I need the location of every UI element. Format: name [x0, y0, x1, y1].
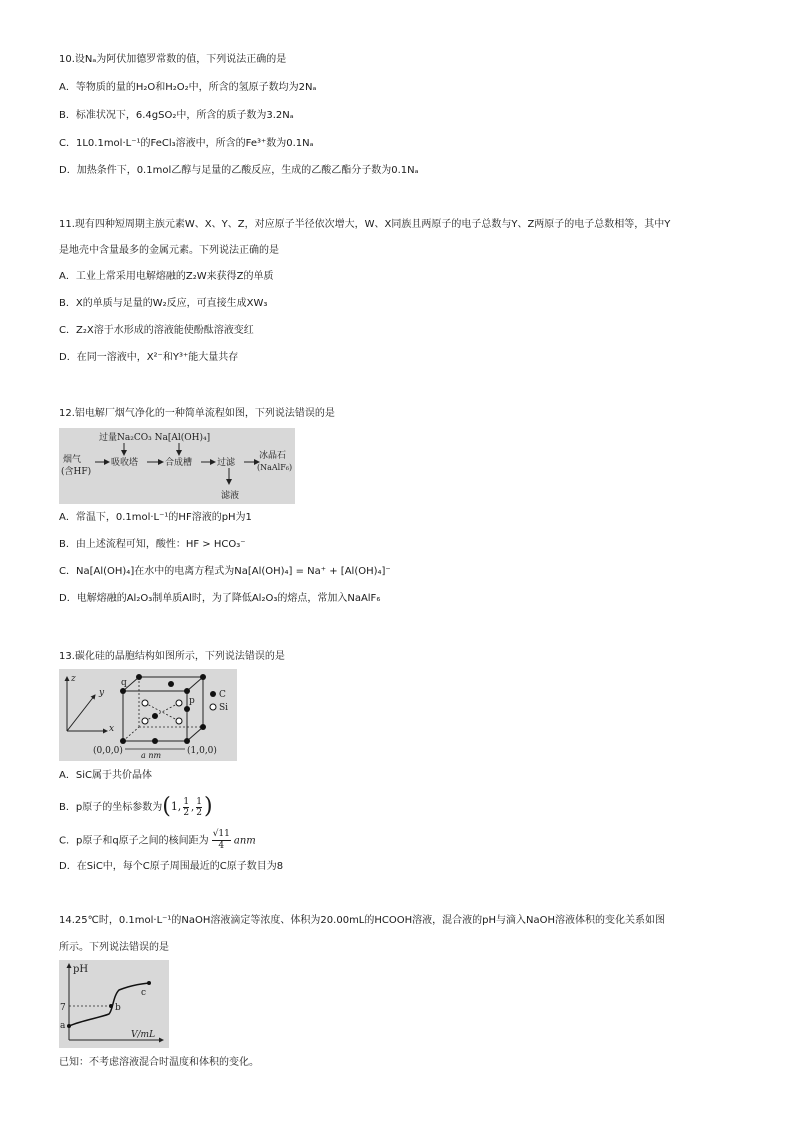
- q11-option-b: B．X的单质与足量的W₂反应，可直接生成XW₃: [59, 298, 268, 309]
- flow-filter-label: 过滤: [217, 458, 236, 468]
- flow-filtrate-label: 滤液: [221, 491, 240, 501]
- q13-b-frac2-numerator: 1: [196, 796, 202, 807]
- q13-b-frac1-denominator: 2: [183, 807, 190, 818]
- q13-c-numerator: √11: [212, 829, 230, 839]
- q10-option-b: B．标准状况下，6.4gSO₂中，所含的质子数为3.2Nₐ: [59, 110, 294, 121]
- q12-option-a: A．常温下，0.1mol·L⁻¹的HF溶液的pH为1: [59, 512, 252, 523]
- q10-option-a: A．等物质的量的H₂O和H₂O₂中，所含的氢原子数均为2Nₐ: [59, 82, 317, 93]
- flow-reagents-label: 过量Na₂CO₃ Na[Al(OH)₄]: [99, 433, 211, 443]
- q11-option-c: C．Z₂X溶于水形成的溶液能使酚酞溶液变红: [59, 325, 254, 336]
- q14-stem-line1: 14.25℃时，0.1mol·L⁻¹的NaOH溶液滴定等浓度、体积为20.00mL的HCOOH溶液，混合液的pH与滴入NaOH溶液体积的变化关系如图: [59, 915, 666, 926]
- q12-option-d: D．电解熔融的Al₂O₃制单质Al时，为了降低Al₂O₃的熔点，常加入NaAlF₆: [59, 593, 381, 604]
- q13-stem: 13.碳化硅的晶胞结构如图所示，下列说法错误的是: [59, 651, 285, 662]
- crystal-cell-figure: [59, 669, 237, 761]
- ph-seven-tick: 7: [60, 1003, 66, 1013]
- q13-c-denominator: 4: [218, 841, 225, 851]
- q13-option-c-text: C．p原子和q原子之间的核间距为: [59, 835, 209, 847]
- q13-b-frac1-numerator: 1: [183, 796, 190, 807]
- ph-axis-label: pH: [73, 964, 89, 975]
- q11-stem-line1: 11.现有四种短周期主族元素W、X、Y、Z，对应原子半径依次增大，W、X同族且两原子的电子总数与Y、Z两原子的电子总数相等，其中Y: [59, 219, 671, 230]
- flow-product-formula: (NaAlF₆): [257, 463, 293, 472]
- q14-note: 已知：不考虑溶液混合时温度和体积的变化。: [59, 1057, 259, 1068]
- origin-coordinate-label: (0,0,0): [93, 746, 123, 756]
- flowchart-figure: [59, 428, 295, 504]
- flow-synthesis-label: 合成槽: [165, 458, 193, 468]
- q10-option-c: C．1L0.1mol·L⁻¹的FeCl₃溶液中，所含的Fe³⁺数为0.1Nₐ: [59, 138, 314, 149]
- q11-option-d: D．在同一溶液中，X²⁻和Y³⁺能大量共存: [59, 352, 239, 363]
- q13-option-c: [59, 829, 256, 852]
- flow-absorber-label: 吸收塔: [111, 458, 139, 468]
- q13-option-b-text: B．p原子的坐标参数为: [59, 802, 163, 813]
- q12-option-c: C．Na[Al(OH)₄]在水中的电离方程式为Na[Al(OH)₄] = Na⁺ + [Al(OH)₄]⁻: [59, 566, 391, 577]
- titration-curve-figure: [59, 960, 169, 1048]
- axis-x-label: x: [109, 724, 115, 734]
- q13-option-b: B．p原子的坐标参数为(1, $\frac{1}{2}$ , $\frac{1}{2}$ ): [59, 794, 213, 819]
- q12-stem: 12.铝电解厂烟气净化的一种简单流程如图，下列说法错误的是: [59, 408, 335, 419]
- q13-b-frac2-denominator: 2: [196, 807, 202, 818]
- q10-stem: 10.设Nₐ为阿伏加德罗常数的值，下列说法正确的是: [59, 54, 287, 65]
- point-b-label: b: [115, 1003, 121, 1013]
- q13-option-d: D．在SiC中，每个C原子周围最近的C原子数目为8: [59, 861, 284, 872]
- q13-c-unit: anm: [233, 835, 256, 847]
- legend-silicon-label: Si: [219, 703, 229, 713]
- point-a-label: a: [60, 1021, 66, 1031]
- corner-coordinate-label: (1,0,0): [187, 746, 217, 756]
- point-c-label: c: [141, 988, 147, 998]
- q13-option-a: A．SiC属于共价晶体: [59, 770, 152, 781]
- axis-y-label: y: [99, 688, 105, 698]
- legend-carbon-label: C: [219, 690, 226, 700]
- flow-input-sub-label: (含HF): [61, 467, 92, 477]
- q10-option-d: D．加热条件下，0.1mol乙醇与足量的乙酸反应，生成的乙酸乙酯分子数为0.1Nₐ: [59, 165, 419, 176]
- axis-z-label: z: [71, 674, 76, 684]
- q11-stem-line2: 是地壳中含量最多的金属元素。下列说法正确的是: [59, 245, 279, 256]
- q12-option-b: B．由上述流程可知，酸性：HF > HCO₃⁻: [59, 539, 246, 550]
- q11-option-a: A．工业上常采用电解熔融的Z₂W来获得Z的单质: [59, 271, 274, 282]
- flow-input-label: 烟气: [63, 455, 82, 465]
- edge-length-label: a nm: [141, 751, 162, 760]
- volume-axis-label: V/mL: [131, 1030, 156, 1040]
- flow-product-label: 冰晶石: [259, 451, 287, 461]
- q14-stem-line2: 所示。下列说法错误的是: [59, 942, 169, 953]
- q13-b-coordinate-1: 1,: [170, 800, 182, 813]
- atom-q-label: q: [121, 678, 127, 688]
- atom-p-label: p: [189, 696, 195, 706]
